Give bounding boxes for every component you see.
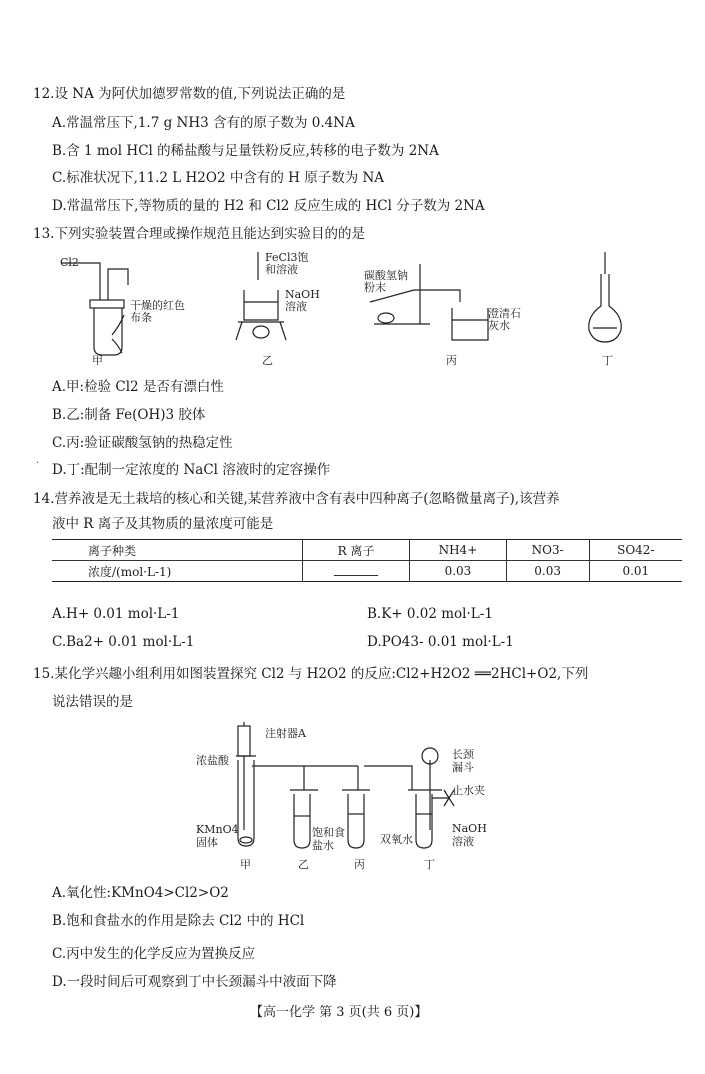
ion-concentration-table	[52, 539, 682, 582]
label-fecl3: FeCl3饱和溶液	[265, 251, 309, 276]
table-header-cell: SO42-	[589, 540, 682, 561]
table-row-label: 浓度/(mol·L-1)	[52, 561, 303, 582]
label-jia-q15: 甲	[240, 858, 251, 871]
q15-stem-line2: 说法错误的是	[52, 694, 133, 710]
q13-option-d: D.丁:配制一定浓度的 NaCl 溶液时的定容操作	[52, 462, 331, 478]
label-dry-cloth: 干燥的红色布条	[130, 299, 185, 324]
label-bing: 丙	[446, 354, 457, 367]
table-row	[52, 561, 682, 582]
q15-option-d: D.一段时间后可观察到丁中长颈漏斗中液面下降	[52, 974, 337, 990]
q14-option-c: C.Ba2+ 0.01 mol·L-1	[52, 634, 195, 650]
label-clamp: 止水夹	[452, 784, 485, 797]
q12-option-a: A.常温常压下,1.7 g NH3 含有的原子数为 0.4NA	[52, 115, 355, 131]
table-cell: 0.03	[410, 561, 506, 582]
q12-option-c: C.标准状况下,11.2 L H2O2 中含有的 H 原子数为 NA	[52, 170, 385, 186]
label-h2o2: 双氧水	[380, 833, 413, 846]
table-header-cell: R 离子	[303, 540, 410, 561]
q15-option-a: A.氧化性:KMnO4>Cl2>O2	[52, 885, 229, 901]
table-cell: 0.01	[589, 561, 682, 582]
label-yi-q15: 乙	[298, 858, 309, 871]
table-header-row	[52, 540, 682, 561]
label-sat-nacl: 饱和食盐水	[312, 826, 345, 852]
q15-option-b: B.饱和食盐水的作用是除去 Cl2 中的 HCl	[52, 913, 305, 929]
q13-option-b: B.乙:制备 Fe(OH)3 胶体	[52, 407, 206, 423]
label-cl2: Cl2	[60, 256, 79, 269]
label-limewater: 澄清石灰水	[488, 307, 521, 332]
q14-stem-line2: 液中 R 离子及其物质的量浓度可能是	[52, 516, 274, 532]
q13-option-a: A.甲:检验 Cl2 是否有漂白性	[52, 379, 224, 395]
label-yi: 乙	[262, 354, 273, 367]
page-footer: 【高一化学 第 3 页(共 6 页)】	[250, 1005, 428, 1020]
table-header-cell: 离子种类	[52, 540, 303, 561]
q14-option-b: B.K+ 0.02 mol·L-1	[367, 606, 493, 622]
apparatus-ding-diagram	[585, 250, 625, 345]
label-nahco3: 碳酸氢钠粉末	[364, 269, 408, 294]
table-header-cell: NO3-	[506, 540, 589, 561]
q13-option-c: C.丙:验证碳酸氢钠的热稳定性	[52, 435, 233, 451]
table-header-cell: NH4+	[410, 540, 506, 561]
label-syringe-a: 注射器A	[265, 727, 306, 740]
label-bing-q15: 丙	[354, 858, 365, 871]
label-ding-q15: 丁	[424, 858, 435, 871]
margin-dot: ·	[36, 458, 40, 469]
label-kmno4: KMnO4固体	[196, 823, 239, 849]
label-long-funnel: 长颈漏斗	[452, 748, 474, 774]
apparatus-q15-diagram	[232, 720, 472, 860]
q12-option-b: B.含 1 mol HCl 的稀盐酸与足量铁粉反应,转移的电子数为 2NA	[52, 143, 439, 159]
table-cell-blank	[303, 561, 410, 582]
label-conc-hcl: 浓盐酸	[196, 754, 229, 767]
q13-stem: 13.下列实验装置合理或操作规范且能达到实验目的的是	[33, 226, 365, 242]
q14-option-d: D.PO43- 0.01 mol·L-1	[367, 634, 514, 650]
label-naoh-yi: NaOH溶液	[285, 288, 320, 313]
q12-option-d: D.常温常压下,等物质的量的 H2 和 Cl2 反应生成的 HCl 分子数为 2NA	[52, 198, 485, 214]
q15-option-c: C.丙中发生的化学反应为置换反应	[52, 946, 256, 962]
q14-option-a: A.H+ 0.01 mol·L-1	[52, 606, 180, 622]
label-naoh-ding: NaOH溶液	[452, 822, 487, 848]
q14-stem-line1: 14.营养液是无土栽培的核心和关键,某营养液中含有表中四种离子(忽略微量离子),该营养	[33, 491, 560, 507]
table-cell: 0.03	[506, 561, 589, 582]
q12-stem: 12.设 NA 为阿伏加德罗常数的值,下列说法正确的是	[33, 86, 346, 102]
label-jia: 甲	[92, 354, 103, 367]
label-ding: 丁	[602, 354, 613, 367]
answer-blank	[334, 563, 378, 576]
q15-stem-line1: 15.某化学兴趣小组利用如图装置探究 Cl2 与 H2O2 的反应:Cl2+H2O2 ══2HCl+O2,下列	[33, 666, 589, 682]
